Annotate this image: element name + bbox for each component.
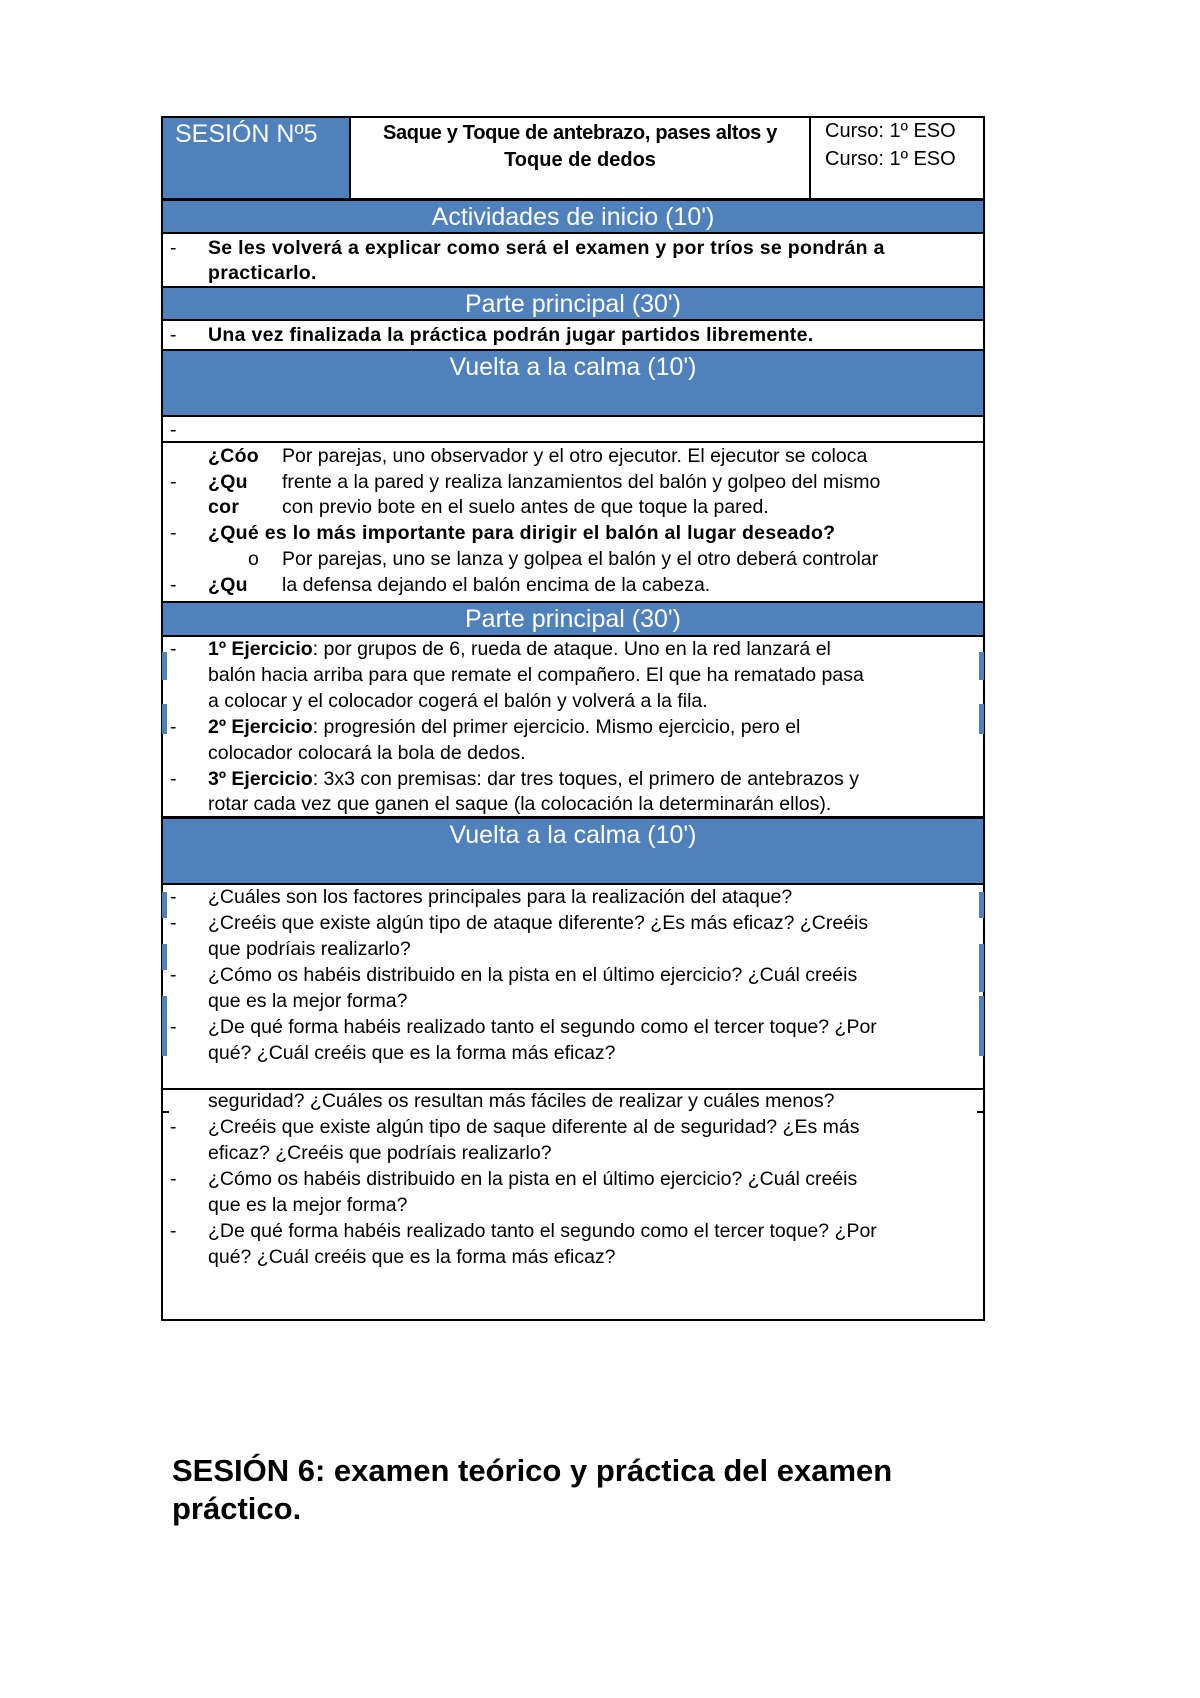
bullet-marker: o: [248, 548, 259, 570]
question-text: eficaz? ¿Creéis que podríais realizarlo?: [208, 1142, 552, 1164]
exercise-label: 3º Ejercicio: [208, 768, 313, 790]
question-text: ¿Cómo os habéis distribuido en la pista en el último ejercicio? ¿Cuál creéis: [208, 1168, 858, 1190]
course-label: Curso: 1º ESO: [825, 120, 956, 142]
question-text: ¿Creéis que existe algún tipo de saque diferente al de seguridad? ¿Es más: [208, 1116, 860, 1138]
exercise-description: : 3x3 con premisas: dar tres toques, el primero de antebrazos y: [312, 768, 859, 790]
list-dash: -: [170, 419, 177, 441]
list-dash: -: [170, 324, 177, 346]
exercise-text: [208, 638, 831, 661]
question-text: ¿Creéis que existe algún tipo de ataque diferente? ¿Es más eficaz? ¿Creéis: [208, 912, 869, 934]
decorative-marker: [161, 1111, 169, 1113]
list-dash: -: [170, 716, 177, 738]
question-text: qué? ¿Cuál creéis que es la forma más eficaz?: [208, 1246, 616, 1268]
session-header: [161, 116, 985, 200]
exercise-text: colocador colocará la bola de dedos.: [208, 742, 526, 764]
truncated-question: ¿Cóo: [208, 445, 260, 467]
question-text: seguridad? ¿Cuáles os resultan más fáciles de realizar y cuáles menos?: [208, 1090, 835, 1112]
exercise-label: 1º Ejercicio: [208, 638, 313, 660]
question-text: ¿Qué es lo más importante para dirigir el balón al lugar deseado?: [208, 522, 836, 544]
exercise-text: [208, 768, 859, 791]
list-dash: -: [170, 768, 177, 790]
section-header-vuelta-calma: [161, 349, 985, 417]
truncated-question: cor: [208, 496, 240, 518]
list-dash: -: [170, 964, 177, 986]
truncated-question: ¿Qu: [208, 574, 248, 596]
heading-line: SESIÓN 6: examen teórico y práctica del examen: [172, 1453, 893, 1488]
question-text: ¿Cómo os habéis distribuido en la pista en el último ejercicio? ¿Cuál creéis: [208, 964, 858, 986]
list-item-text: Una vez finalizada la práctica podrán jugar partidos libremente.: [208, 324, 814, 346]
list-dash: -: [170, 574, 177, 596]
list-dash: -: [170, 912, 177, 934]
section-title: Vuelta a la calma (10'): [449, 821, 697, 849]
decorative-marker: [979, 704, 984, 734]
next-session-heading: [172, 1452, 892, 1528]
question-text: que es la mejor forma?: [208, 990, 408, 1012]
course-cell: [811, 118, 983, 198]
question-text: que podríais realizarlo?: [208, 938, 411, 960]
decorative-marker: [979, 944, 984, 992]
exercise-text: rotar cada vez que ganen el saque (la colocación la determinarán ellos).: [208, 793, 832, 815]
decorative-marker: [162, 944, 167, 970]
section-body: [161, 416, 985, 443]
truncated-question: ¿Qu: [208, 471, 248, 493]
decorative-marker: [162, 892, 167, 918]
list-dash: -: [170, 237, 177, 259]
session-number-cell: [163, 118, 351, 198]
list-item-text: practicarlo.: [208, 262, 317, 284]
session-number: SESIÓN Nº5: [175, 120, 318, 148]
list-dash: -: [170, 1016, 177, 1038]
exercise-text: a colocar y el colocador cogerá el balón y volverá a la fila.: [208, 690, 708, 712]
section-header-parte-principal: [161, 286, 985, 321]
section-header-vuelta-calma: [161, 817, 985, 885]
question-text: que es la mejor forma?: [208, 1194, 408, 1216]
list-dash: -: [170, 1168, 177, 1190]
exercise-label: 2º Ejercicio: [208, 716, 313, 738]
session-title-line1: Saque y Toque de antebrazo, pases altos y: [382, 122, 778, 144]
list-item-text: Se les volverá a explicar como será el examen y por tríos se pondrán a: [208, 237, 885, 259]
exercise-text: balón hacia arriba para que remate el compañero. El que ha rematado pasa: [208, 664, 864, 686]
decorative-marker: [977, 1111, 985, 1113]
decorative-marker: [162, 996, 167, 1056]
session-title-cell: [351, 118, 811, 198]
list-dash: -: [170, 638, 177, 660]
decorative-marker: [979, 996, 984, 1056]
section-title: Actividades de inicio (10'): [431, 203, 715, 231]
list-dash: -: [170, 471, 177, 493]
exercise-description: : por grupos de 6, rueda de ataque. Uno en la red lanzará el: [312, 638, 831, 660]
section-header-parte-principal: [161, 601, 985, 637]
exercise-text: [208, 716, 800, 739]
heading-line: práctico.: [172, 1491, 302, 1526]
session-title-line2: Toque de dedos: [504, 149, 656, 171]
list-dash: -: [170, 886, 177, 908]
section-title: Parte principal (30'): [465, 605, 681, 633]
list-dash: -: [170, 1220, 177, 1242]
description-text: Por parejas, uno se lanza y golpea el balón y el otro deberá controlar: [282, 548, 879, 570]
list-dash: -: [170, 522, 177, 544]
section-header-actividades-inicio: [161, 199, 985, 234]
decorative-marker: [979, 892, 984, 918]
decorative-marker: [162, 704, 167, 734]
section-title: Parte principal (30'): [465, 290, 681, 318]
exercise-description: : progresión del primer ejercicio. Mismo ejercicio, pero el: [312, 716, 801, 738]
section-title: Vuelta a la calma (10'): [449, 353, 697, 381]
list-dash: -: [170, 1116, 177, 1138]
question-text: ¿Cuáles son los factores principales para la realización del ataque?: [208, 886, 793, 908]
decorative-marker: [162, 652, 167, 680]
course-label: Curso: 1º ESO: [825, 148, 956, 170]
description-text: Por parejas, uno observador y el otro ejecutor. El ejecutor se coloca: [282, 445, 868, 467]
description-text: frente a la pared y realiza lanzamientos del balón y golpeo del mismo: [282, 471, 881, 493]
description-text: con previo bote en el suelo antes de que toque la pared.: [282, 496, 769, 518]
question-text: qué? ¿Cuál creéis que es la forma más eficaz?: [208, 1042, 616, 1064]
description-text: la defensa dejando el balón encima de la cabeza.: [282, 574, 711, 596]
decorative-marker: [979, 652, 984, 680]
question-text: ¿De qué forma habéis realizado tanto el segundo como el tercer toque? ¿Por: [208, 1016, 877, 1038]
question-text: ¿De qué forma habéis realizado tanto el segundo como el tercer toque? ¿Por: [208, 1220, 877, 1242]
